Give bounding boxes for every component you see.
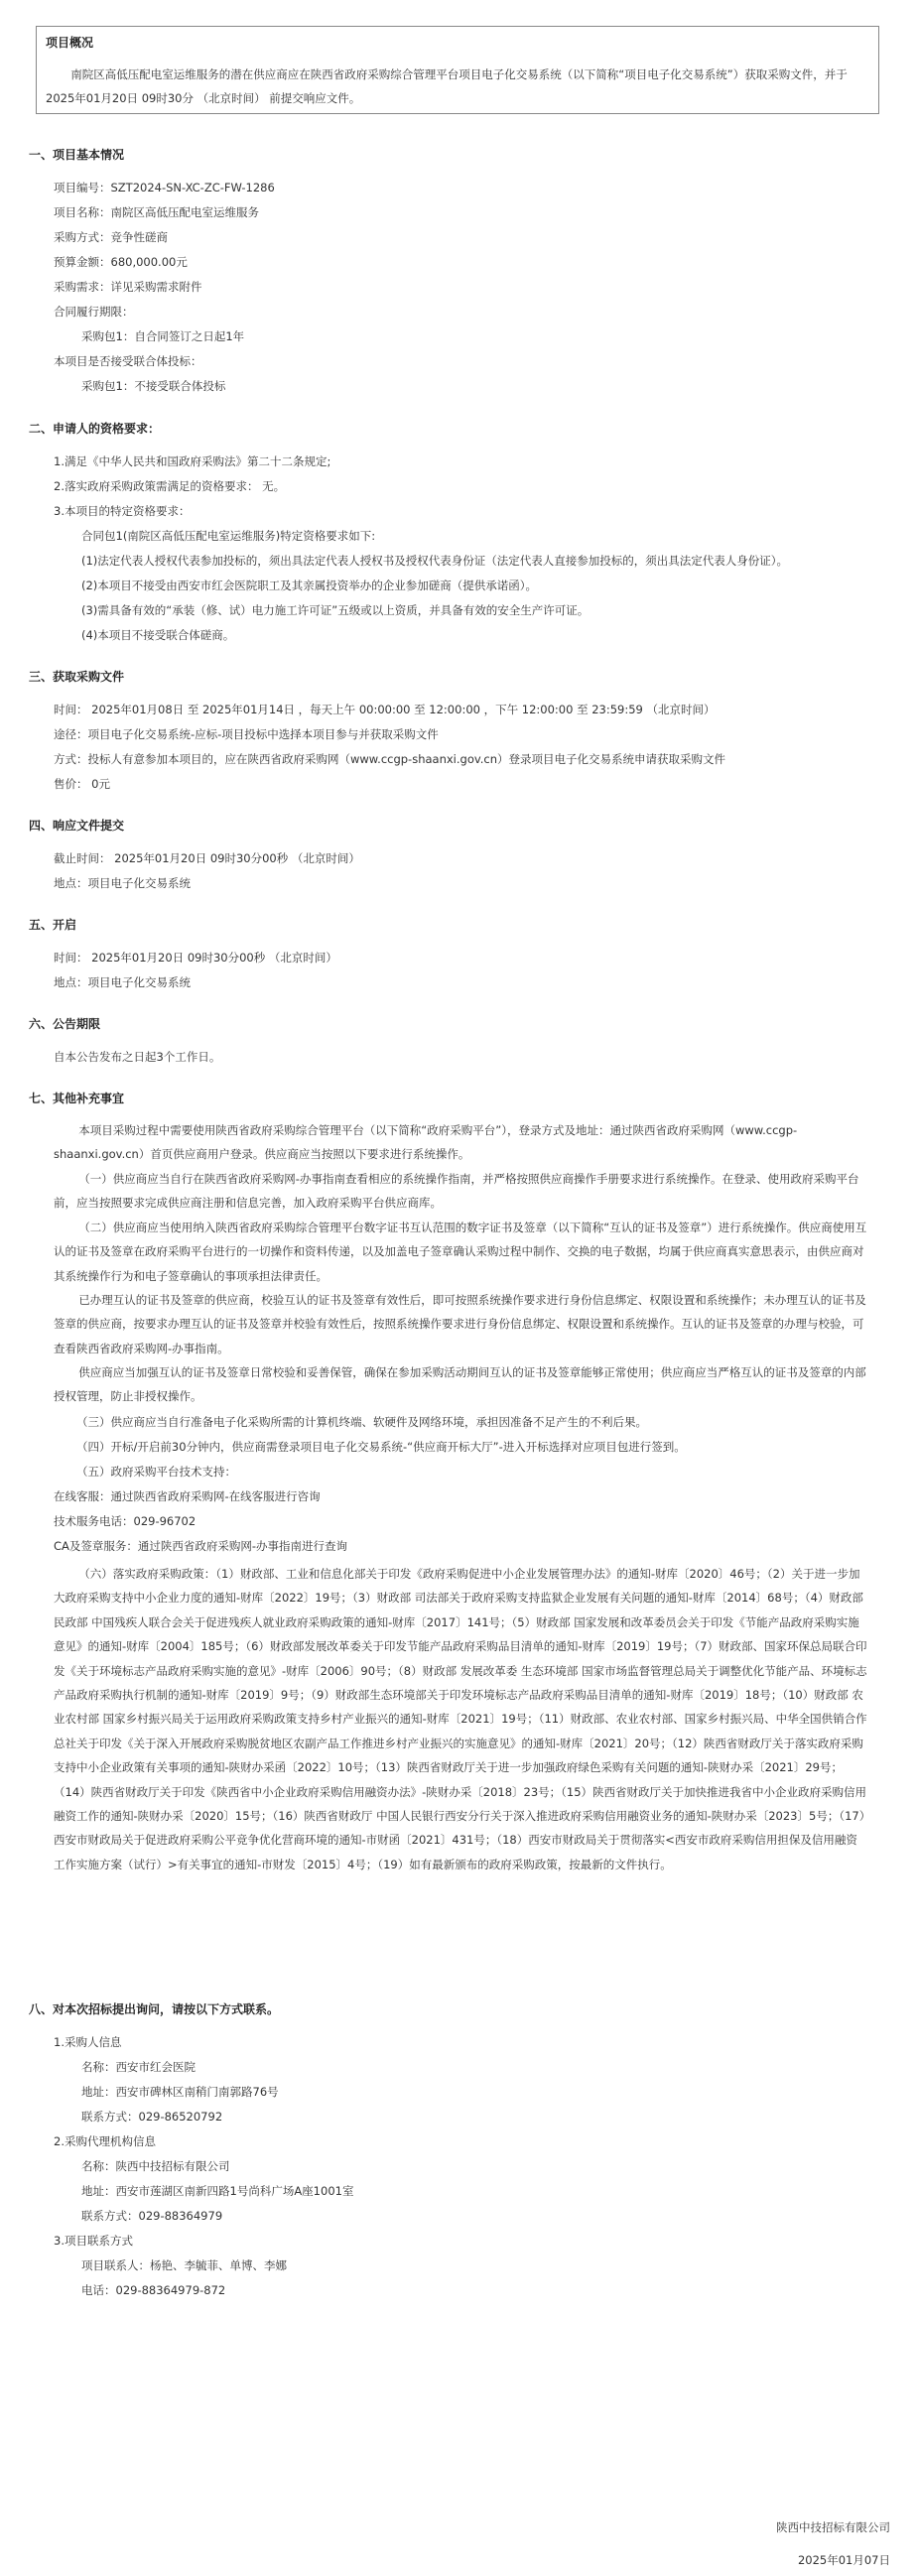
special-req-2: (2)本项目不接受由西安市红会医院职工及其亲属投资举办的企业参加磋商（提供承诺函）。 [81, 579, 538, 592]
qualification-3: 3.本项目的特定资格要求： [54, 504, 191, 518]
opening-place: 地点：项目电子化交易系统 [54, 975, 191, 989]
budget: 预算金额：680,000.00元 [54, 255, 188, 269]
qualification-1: 1.满足《中华人民共和国政府采购法》第二十二条规定; [54, 454, 331, 468]
online-service: 在线客服：通过陕西省政府采购网-在线客服进行咨询 [54, 1489, 321, 1503]
consortium-pkg1: 采购包1：不接受联合体投标 [81, 379, 226, 393]
requirement: 采购需求：详见采购需求附件 [54, 280, 202, 294]
overview-text: 南院区高低压配电室运维服务的潜在供应商应在陕西省政府采购综合管理平台项目电子化交易系统（以下简称“项目电子化交易系统”）获取采购文件，并于 2025年01月20日 09时30分 （北京时间） 前提交响应文件。 [46, 67, 848, 105]
footer-date: 2025年01月07日 [797, 2553, 890, 2567]
contract-period-label: 合同履行期限： [54, 305, 134, 319]
section-4-heading: 四、响应文件提交 [29, 819, 125, 833]
special-req-4: (4)本项目不接受联合体磋商。 [81, 628, 235, 642]
agency-label: 2.采购代理机构信息 [54, 2134, 156, 2148]
contact-people: 项目联系人：杨艳、李毓菲、单博、李娜 [81, 2258, 287, 2272]
section-7-heading: 七、其他补充事宜 [29, 1092, 125, 1105]
purchaser-name: 名称：西安市红会医院 [81, 2060, 196, 2074]
s7-paragraph-8: （五）政府采购平台技术支持： [76, 1465, 236, 1479]
agency-name: 名称：陕西中技招标有限公司 [81, 2159, 230, 2173]
special-req-3: (3)需具备有效的“承装（修、试）电力施工许可证”五级或以上资质，并具备有效的安全生产许可证。 [81, 603, 590, 617]
s7-paragraph-5: 供应商应当加强互认的证书及签章日常校验和妥善保管，确保在参加采购活动期间互认的证书及签章能够正常使用；供应商应当严格互认的证书及签章的内部授权管理，防止非授权操作。 [54, 1365, 866, 1404]
contract-period-pkg1: 采购包1：自合同签订之日起1年 [81, 329, 245, 343]
s7-paragraph-1: 本项目采购过程中需要使用陕西省政府采购综合管理平台（以下简称“政府采购平台”），登录方式及地址：通过陕西省政府采购网（www.ccgp-shaanxi.gov.cn）首页供应商用户登录。供应商应当按照以下要求进行系统操作。 [54, 1123, 798, 1162]
project-number: 项目编号：SZT2024-SN-XC-ZC-FW-1286 [54, 181, 275, 194]
agency-phone: 联系方式：029-88364979 [81, 2209, 223, 2223]
tech-phone: 技术服务电话：029-96702 [54, 1514, 197, 1528]
consortium-label: 本项目是否接受联合体投标： [54, 354, 202, 368]
overview-title: 项目概况 [46, 36, 94, 50]
qualification-2: 2.落实政府采购政策需满足的资格要求： 无。 [54, 479, 286, 493]
project-name: 项目名称：南院区高低压配电室运维服务 [54, 205, 259, 219]
notice-period: 自本公告发布之日起3个工作日。 [54, 1050, 221, 1064]
section-6-heading: 六、公告期限 [29, 1017, 101, 1031]
policy-list: （六）落实政府采购政策：（1）财政部、工业和信息化部关于印发《政府采购促进中小企业发展管理办法》的通知-财库〔2020〕46号；（2）关于进一步加大政府采购支持中小企业力度的通知-财库〔2022〕19号；（3）财政部 司法部关于政府采购支持监狱企业发展有关问题的通知-财库〔2014〕68号；（4）财政部 民政部 中国残疾人联合会关于促进残疾人就业政府采购政策的通知-财库〔2017〕141号；（5）财政部 国家发展和改革委员会关于印发《节能产品政府采购实施意见》的通知-财库〔2004〕185号；（6）财政部发展改革委关于印发节能产品政府采购品目清单的通知-财库〔2019〕19号；（7）财政部、国家环保总局联合印发《关于环境标志产品政府采购实施的意见》-财库〔2006〕90号；（8）财政部 发展改革委 生态环境部 国家市场监督管理总局关于调整优化节能产品、环境标志产品政府采购执行机制的通知-财库〔2019〕9号；（9）财政部生态环境部关于印发环境标志产品政府采购品目清单的通知-财库〔2019〕18号；（10）财政部 农业农村部 国家乡村振兴局关于运用政府采购政策支持乡村产业振兴的通知-财库〔2021〕19号；（11）财政部、农业农村部、国家乡村振兴局、中华全国供销合作总社关于印发《关于深入开展政府采购脱贫地区农副产品工作推进乡村产业振兴的实施意见》的通知-财库〔2021〕20号；（12）陕西省财政厅关于落实政府采购支持中小企业政策有关事项的通知-陕财办采函〔2022〕10号；（13）陕西省财政厅关于进一步加强政府绿色采购有关问题的通知-陕财办采〔2021〕29号；（14）陕西省财政厅关于印发《陕西省中小企业政府采购信用融资办法》-陕财办采〔2018〕23号；（15）陕西省财政厅关于加快推进我省中小企业政府采购信用融资工作的通知-陕财办采〔2020〕15号；（16）陕西省财政厅 中国人民银行西安分行关于深入推进政府采购信用融资业务的通知-陕财办采〔2023〕5号；（17）西安市财政局关于促进政府采购公平竞争优化营商环境的通知-市财函〔2021〕431号；（18）西安市财政局关于贯彻落实<西安市政府采购信用担保及信用融资工作实施方案（试行）>有关事宜的通知-市财发〔2015〕4号；（19）如有最新颁布的政府采购政策，按最新的文件执行。 [54, 1567, 867, 1871]
submit-deadline: 截止时间： 2025年01月20日 09时30分00秒 （北京时间） [54, 851, 360, 865]
purchaser-address: 地址：西安市碑林区南稍门南郭路76号 [81, 2085, 279, 2099]
submit-place: 地点：项目电子化交易系统 [54, 876, 191, 890]
s7-paragraph-3: （二）供应商应当使用纳入陕西省政府采购综合管理平台数字证书互认范围的数字证书及签章（以下简称“互认的证书及签章”）进行系统操作。供应商使用互认的证书及签章在政府采购平台进行的一切操作和资料传递，以及加盖电子签章确认采购过程中制作、交换的电子数据，均属于供应商真实意思表示，由供应商对其系统操作行为和电子签章确认的事项承担法律责任。 [54, 1221, 867, 1283]
special-req-1: (1)法定代表人授权代表参加投标的，须出具法定代表人授权书及授权代表身份证（法定代表人直接参加投标的，须出具法定代表人身份证）。 [81, 554, 789, 568]
ca-service: CA及签章服务：通过陕西省政府采购网-办事指南进行查询 [54, 1539, 348, 1553]
section-1-heading: 一、项目基本情况 [29, 148, 125, 162]
opening-time: 时间： 2025年01月20日 09时30分00秒 （北京时间） [54, 951, 337, 965]
pkg1-special-label: 合同包1(南院区高低压配电室运维服务)特定资格要求如下: [81, 529, 376, 543]
section-3-heading: 三、获取采购文件 [29, 670, 125, 684]
s7-paragraph-6: （三）供应商应当自行准备电子化采购所需的计算机终端、软硬件及网络环境，承担因准备不足产生的不利后果。 [76, 1415, 647, 1429]
doc-method: 方式：投标人有意参加本项目的，应在陕西省政府采购网（www.ccgp-shaanxi.gov.cn）登录项目电子化交易系统申请获取采购文件 [54, 752, 726, 766]
doc-time: 时间： 2025年01月08日 至 2025年01月14日 ，每天上午 00:00:00 至 12:00:00 ，下午 12:00:00 至 23:59:59 （北京时间） [54, 703, 716, 716]
s7-paragraph-4: 已办理互认的证书及签章的供应商，校验互认的证书及签章有效性后，即可按照系统操作要求进行身份信息绑定、权限设置和系统操作；未办理互认的证书及签章的供应商，按要求办理互认的证书及签章并校验有效性后，按照系统操作要求进行身份信息绑定、权限设置和系统操作。互认的证书及签章的办理与校验，可查看陕西省政府采购网-办事指南。 [54, 1293, 866, 1355]
s7-paragraph-2: （一）供应商应当自行在陕西省政府采购网-办事指南查看相应的系统操作指南，并严格按照供应商操作手册要求进行系统操作。在登录、使用政府采购平台前，应当按照要求完成供应商注册和信息完善，加入政府采购平台供应商库。 [54, 1172, 859, 1211]
footer-company: 陕西中技招标有限公司 [776, 2520, 890, 2534]
doc-price: 售价： 0元 [54, 777, 110, 791]
section-5-heading: 五、开启 [29, 918, 77, 932]
purchaser-label: 1.采购人信息 [54, 2035, 122, 2049]
purchaser-phone: 联系方式：029-86520792 [81, 2110, 223, 2124]
overview-box [36, 26, 879, 114]
contact-label: 3.项目联系方式 [54, 2234, 133, 2248]
s7-paragraph-7: （四）开标/开启前30分钟内，供应商需登录项目电子化交易系统-“供应商开标大厅”-进入开标选择对应项目包进行签到。 [76, 1440, 686, 1454]
section-8-heading: 八、对本次招标提出询问，请按以下方式联系。 [29, 2002, 280, 2016]
doc-channel: 途径：项目电子化交易系统-应标-项目投标中选择本项目参与并获取采购文件 [54, 727, 439, 741]
agency-address: 地址：西安市莲湖区南新四路1号尚科广场A座1001室 [81, 2184, 354, 2198]
contact-phone: 电话：029-88364979-872 [81, 2283, 226, 2297]
section-2-heading: 二、申请人的资格要求： [29, 422, 161, 436]
procurement-method: 采购方式：竞争性磋商 [54, 230, 168, 244]
